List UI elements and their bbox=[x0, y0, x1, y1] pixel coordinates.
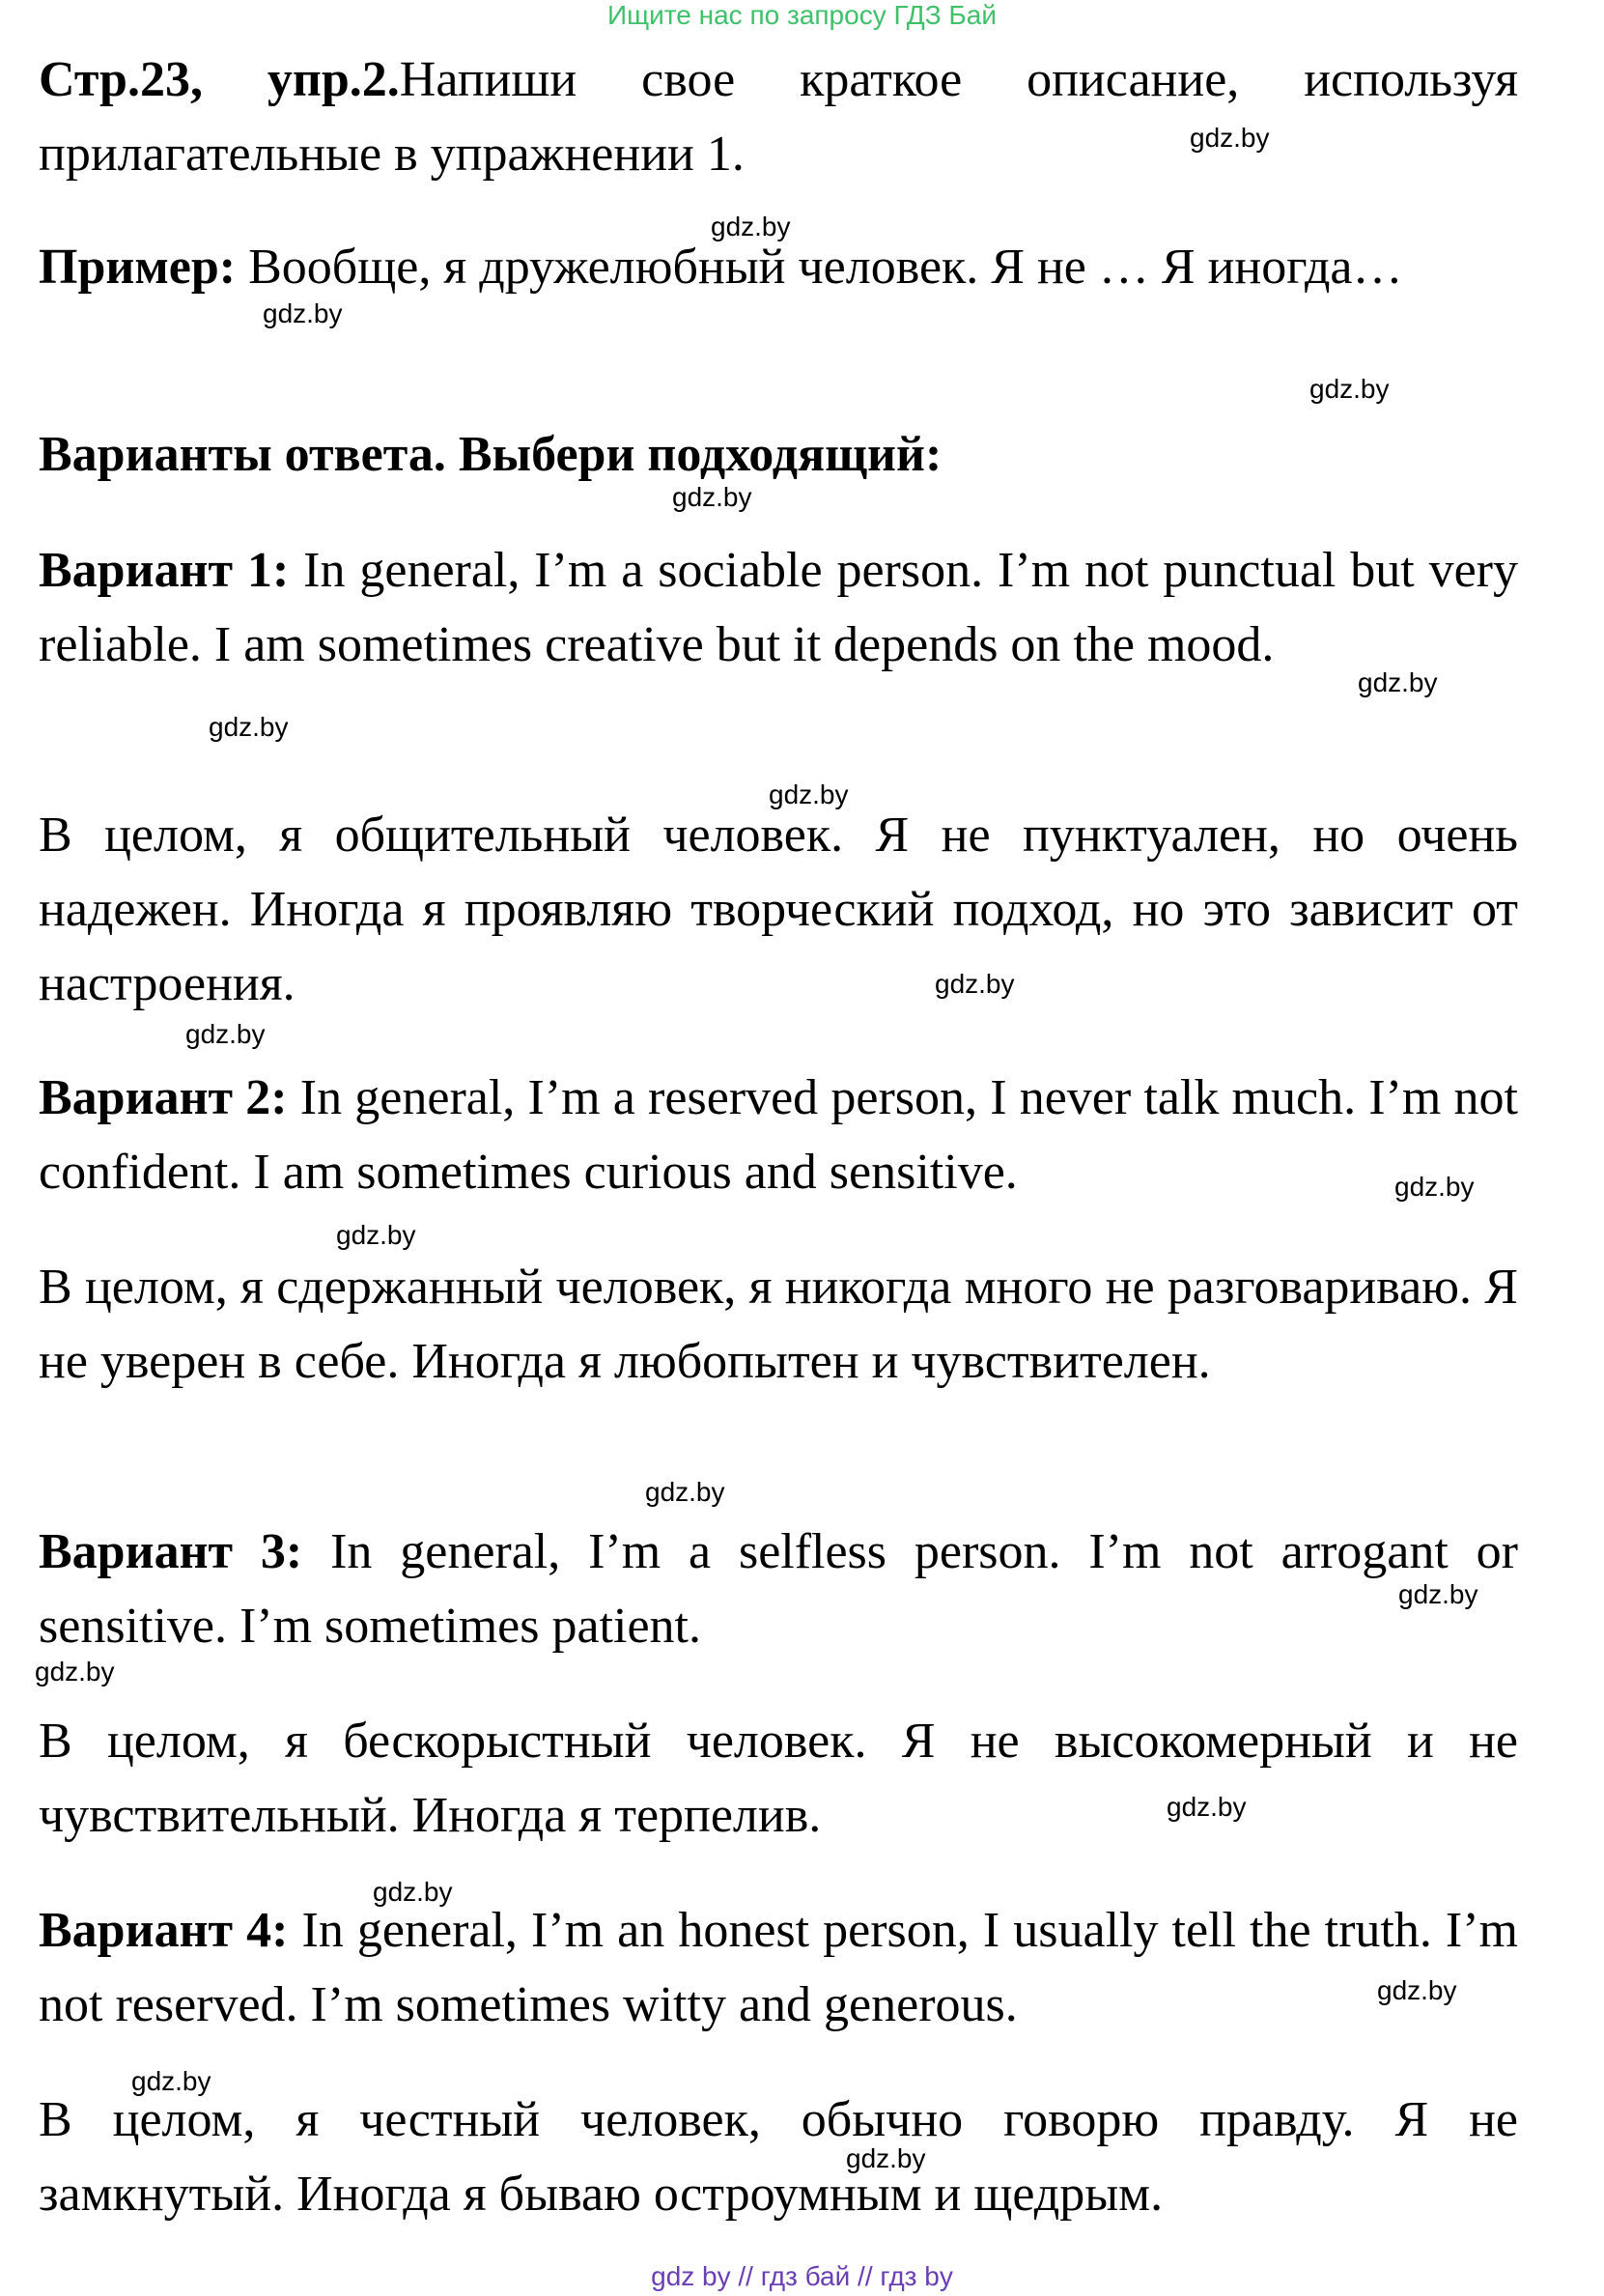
example-label: Пример: bbox=[39, 240, 237, 295]
task-text: Напиши свое краткое описание, используя прилагательные в упражнении 1. bbox=[39, 52, 1518, 182]
watermark: gdz.by bbox=[209, 712, 289, 742]
variant-4-english bbox=[39, 1893, 1518, 2042]
watermark: gdz.by bbox=[373, 1877, 453, 1907]
example-text: Вообще, я дружелюбный человек. Я не … Я иногда… bbox=[236, 240, 1403, 295]
variant-1-label: Вариант 1: bbox=[39, 543, 290, 598]
watermark: gdz.by bbox=[1394, 1172, 1475, 1202]
watermark: gdz.by bbox=[1167, 1792, 1247, 1822]
watermark: gdz.by bbox=[672, 482, 752, 512]
watermark: gdz.by bbox=[645, 1477, 725, 1507]
watermark: gdz.by bbox=[935, 969, 1015, 999]
variant-1-english-text: In general, I’m a sociable person. I’m not punctual but very reliable. I am sometimes creative but it depends on the mood. bbox=[39, 543, 1518, 672]
variant-1-english bbox=[39, 533, 1518, 682]
watermark: gdz.by bbox=[35, 1657, 115, 1687]
variant-3-label: Вариант 3: bbox=[39, 1524, 303, 1579]
footer: gdz by // гдз бай // гдз by bbox=[651, 2261, 953, 2291]
variant-2-label: Вариант 2: bbox=[39, 1070, 288, 1125]
variant-2-english bbox=[39, 1061, 1518, 1209]
watermark: gdz.by bbox=[846, 2143, 926, 2173]
watermark: gdz.by bbox=[1398, 1579, 1478, 1609]
watermark: gdz.by bbox=[1190, 123, 1270, 153]
variant-3-english-text: In general, I’m a selfless person. I’m not arrogant or sensitive. I’m sometimes patient. bbox=[39, 1524, 1518, 1654]
task-label: Стр.23, упр.2. bbox=[39, 52, 400, 107]
variant-2-english-text: In general, I’m a reserved person, I never talk much. I’m not confident. I am sometimes curious and sensitive. bbox=[39, 1070, 1519, 1200]
top-banner: Ищите нас по запросу ГДЗ Бай bbox=[606, 0, 998, 30]
variant-4-russian: В целом, я честный человек, обычно говорю правду. Я не замкнутый. Иногда я бываю остроумным и щедрым. bbox=[39, 2092, 1518, 2222]
variant-3-english bbox=[39, 1515, 1518, 1663]
watermark: gdz.by bbox=[185, 1019, 266, 1049]
watermark: gdz.by bbox=[263, 298, 343, 328]
variants-heading: Варианты ответа. Выбери подходящий: bbox=[39, 427, 943, 482]
watermark: gdz.by bbox=[1377, 1975, 1457, 2005]
watermark: gdz.by bbox=[131, 2066, 211, 2096]
watermark: gdz.by bbox=[769, 780, 849, 809]
watermark: gdz.by bbox=[1358, 667, 1438, 697]
variant-2-russian: В целом, я сдержанный человек, я никогда много не разговариваю. Я не уверен в себе. Иногда я любопытен и чувствителен. bbox=[39, 1260, 1518, 1389]
variant-4-english-text: In general, I’m an honest person, I usually tell the truth. I’m not reserved. I’m sometimes witty and generous. bbox=[39, 1903, 1518, 2032]
variant-1-russian: В целом, я общительный человек. Я не пунктуален, но очень надежен. Иногда я проявляю творческий подход, но это зависит от настроения. bbox=[39, 808, 1518, 1011]
watermark: gdz.by bbox=[711, 212, 791, 241]
task-paragraph bbox=[39, 43, 1518, 191]
watermark: gdz.by bbox=[1309, 374, 1390, 404]
variant-4-label: Вариант 4: bbox=[39, 1903, 289, 1958]
watermark: gdz.by bbox=[336, 1220, 416, 1250]
variant-3-russian: В целом, я бескорыстный человек. Я не высокомерный и не чувствительный. Иногда я терпелив. bbox=[39, 1714, 1518, 1843]
